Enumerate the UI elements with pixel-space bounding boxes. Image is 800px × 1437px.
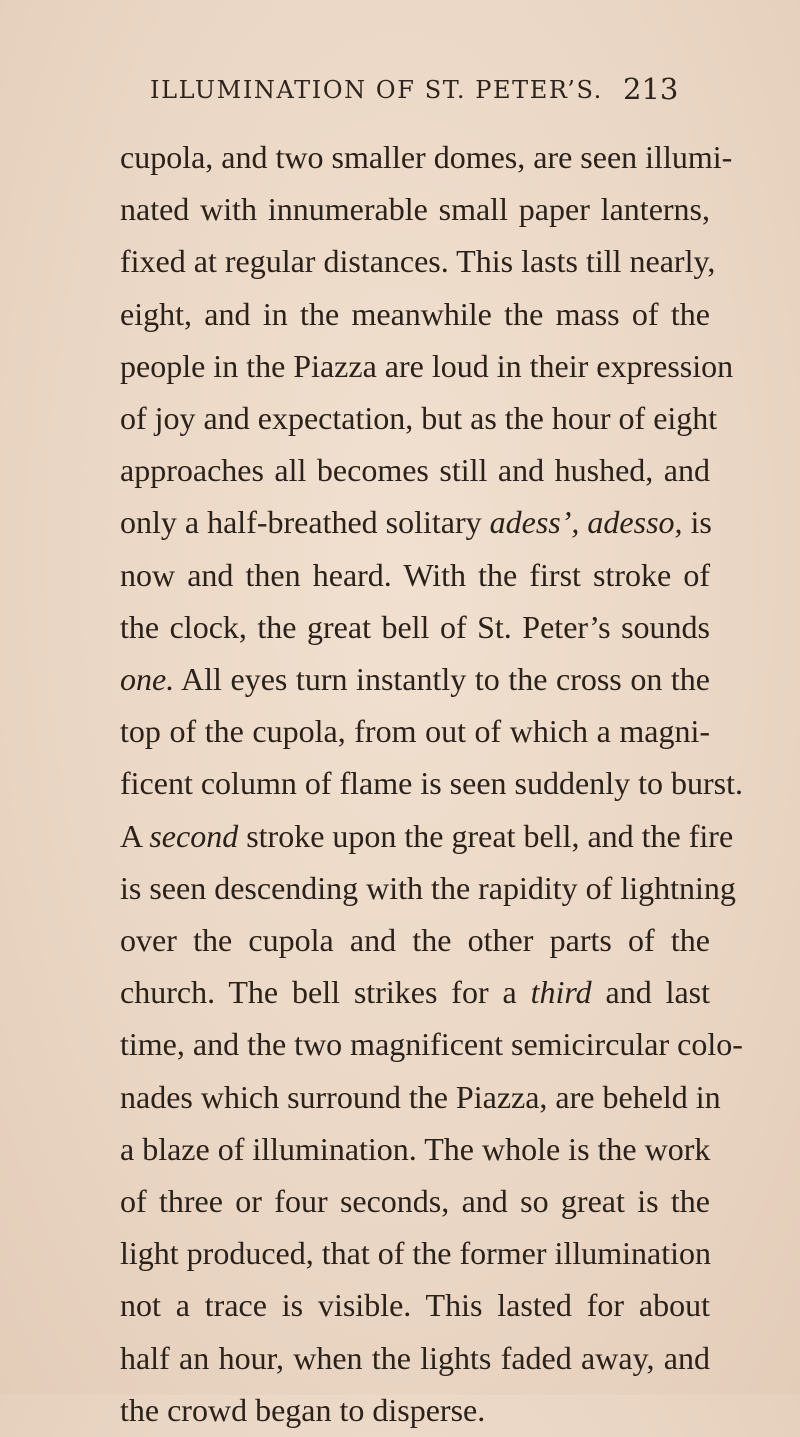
text-line [120,1174,710,1228]
line-text: over the cupola and the other parts of the [120,922,710,958]
text-line [120,234,716,288]
line-text: is [682,504,712,541]
text-line [120,182,710,236]
text-line [120,1122,710,1176]
text-line [120,600,710,654]
line-text: All eyes turn instantly to the cross on the [174,661,710,697]
line-text: people in the Piazza are loud in their expression [120,347,734,384]
text-line [120,1017,743,1071]
italic-text: one. [120,661,175,697]
line-text: stroke upon the great bell, and the fire [238,817,734,854]
line-text: fixed at regular distances. This lasts till nearly, [120,243,716,280]
line-text: a blaze of illumination. The whole is the work [120,1130,711,1167]
text-line [120,913,710,967]
line-text: time, and the two magnificent semicircular colo- [120,1026,743,1063]
text-line [120,809,734,863]
running-head: ILLUMINATION OF ST. PETER’S. [150,76,603,104]
text-line [120,1070,721,1124]
line-text: is seen descending with the rapidity of lightning [120,869,736,906]
line-text: nated with innumerable small paper lanterns, [120,191,710,228]
line-text: ficent column of flame is seen suddenly to burst. [120,765,743,802]
text-line [120,1383,710,1437]
line-text: church. The bell strikes for a [120,974,531,1011]
line-text: now and then heard. With the first stroke of [120,556,710,593]
line-text: approaches all becomes still and hushed, and [120,452,710,489]
text-line [120,1278,710,1332]
line-text: not a trace is visible. This lasted for about [120,1287,710,1324]
line-text: only a half-breathed solitary [120,504,490,541]
text-line [120,704,710,758]
text-line [120,652,710,706]
text-line [120,130,733,184]
text-line [120,287,710,341]
line-text: of joy and expectation, but as the hour of eight [120,400,718,436]
line-text: nades which surround the Piazza, are beheld in [120,1078,721,1115]
line-text: cupola, and two smaller domes, are seen illumi- [120,139,733,175]
line-text: of three or four seconds, and so great is the [120,1183,710,1219]
text-line [120,756,743,810]
text-line [120,443,710,497]
text-line [120,548,710,602]
italic-text: third [530,974,592,1011]
line-text: and last [591,974,711,1011]
line-text: light produced, that of the former illumination [120,1235,711,1272]
text-line [120,965,710,1019]
text-line [120,1226,710,1280]
italic-text: adess’, adesso, [489,504,683,541]
text-line [120,495,710,549]
italic-text: second [149,817,239,854]
line-text: the crowd began to disperse. [120,1391,486,1428]
page-number: 213 [623,72,679,106]
line-text: top of the cupola, from out of which a magni- [120,713,710,750]
line-text: eight, and in the meanwhile the mass of the [120,295,710,332]
text-line [120,861,736,915]
text-line [120,1331,710,1385]
line-text: the clock, the great bell of St. Peter’s sounds [120,608,710,645]
line-text: half an hour, when the lights faded away, and [120,1339,710,1376]
text-line [120,391,718,445]
line-text: A [120,817,150,854]
text-line [120,339,734,393]
